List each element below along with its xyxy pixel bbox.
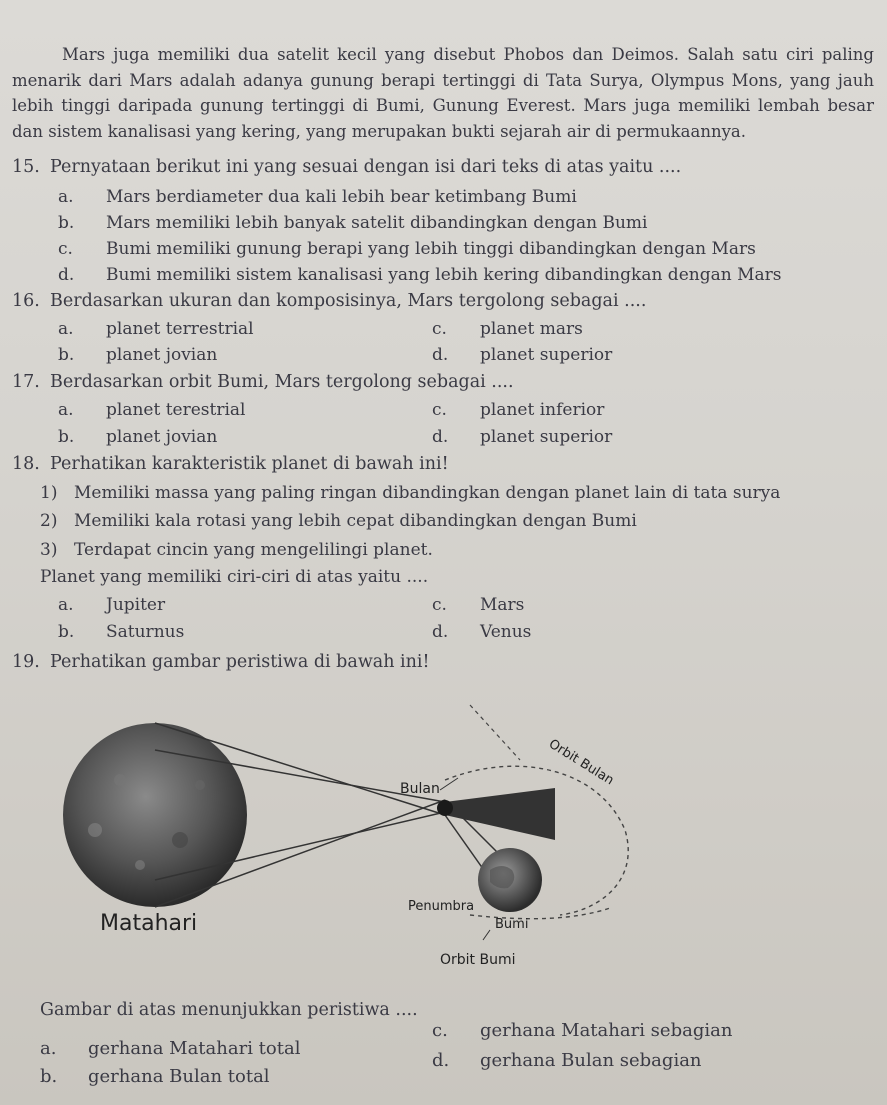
moon-icon <box>437 800 453 816</box>
option-17d[interactable] <box>432 427 612 447</box>
question-16 <box>12 291 646 311</box>
penumbra-label: Penumbra <box>408 899 475 914</box>
question-prompt: Planet yang memiliki ciri-ciri di atas yaitu .... <box>40 567 429 587</box>
earth-orbit-label: Orbit Bumi <box>440 952 516 968</box>
item-number: 2) <box>40 511 58 531</box>
option-letter: d. <box>432 622 449 642</box>
option-19d[interactable] <box>432 1050 702 1071</box>
option-18b[interactable] <box>58 622 184 642</box>
option-text: planet superior <box>480 345 613 365</box>
question-number: 19. <box>12 652 40 672</box>
option-text: Mars berdiameter dua kali lebih bear ketimbang Bumi <box>106 187 577 207</box>
option-18c[interactable] <box>432 595 524 615</box>
option-letter: a. <box>58 400 74 420</box>
option-letter: d. <box>432 345 449 365</box>
option-text: planet jovian <box>106 345 218 365</box>
option-18a[interactable] <box>58 595 165 615</box>
option-text: Bumi memiliki sistem kanalisasi yang lebih kering dibandingkan dengan Mars <box>106 265 782 285</box>
option-letter: a. <box>40 1038 57 1059</box>
option-16c[interactable] <box>432 319 583 339</box>
option-letter: d. <box>432 427 449 447</box>
orbit-guide-line <box>470 705 520 760</box>
item-text: Terdapat cincin yang mengelilingi planet. <box>74 540 433 560</box>
question-number: 15. <box>12 157 40 177</box>
option-18d[interactable] <box>432 622 531 642</box>
moon-label: Bulan <box>400 781 440 797</box>
option-letter: b. <box>58 427 75 447</box>
intro-paragraph <box>12 42 874 144</box>
option-letter: c. <box>432 400 447 420</box>
intro-text: Mars juga memiliki dua satelit kecil yang disebut Phobos dan Deimos. Salah satu ciri paling menarik dari Mars adalah adanya gunung berapi tertinggi di Tata Surya, Olympus Mons, yang jauh lebih tinggi daripada gunung tertinggi di Bumi, Gunung Everest. Mars juga memiliki lembah besar dan sistem kanalisasi yang kering, yang merupakan bukti sejarah air di permukaannya. <box>12 45 874 141</box>
moon-orbit-label: Orbit Bulan <box>545 736 617 789</box>
sun-label: Matahari <box>100 911 198 936</box>
option-15c[interactable] <box>58 239 756 259</box>
question-text: Berdasarkan orbit Bumi, Mars tergolong sebagai .... <box>50 372 514 392</box>
characteristic-1 <box>40 483 780 503</box>
option-16b[interactable] <box>58 345 217 365</box>
question-text: Pernyataan berikut ini yang sesuai dengan isi dari teks di atas yaitu .... <box>50 157 682 177</box>
question-text: Berdasarkan ukuran dan komposisinya, Mars tergolong sebagai .... <box>50 291 647 311</box>
question-number: 16. <box>12 291 40 311</box>
characteristic-2 <box>40 511 637 531</box>
option-letter: a. <box>58 187 74 207</box>
umbra-shadow <box>445 788 555 840</box>
option-text: gerhana Matahari total <box>88 1038 301 1059</box>
option-19a[interactable] <box>40 1038 300 1059</box>
option-text: planet mars <box>480 319 583 339</box>
earth-label-pointer <box>483 930 490 940</box>
option-letter: d. <box>58 265 75 285</box>
option-letter: b. <box>58 345 75 365</box>
option-19c[interactable] <box>432 1020 732 1041</box>
option-text: Jupiter <box>106 595 166 615</box>
option-letter: a. <box>58 319 74 339</box>
option-letter: c. <box>432 595 447 615</box>
question-text: Perhatikan gambar peristiwa di bawah ini! <box>50 652 430 672</box>
option-letter: b. <box>40 1066 58 1087</box>
option-text: planet jovian <box>106 427 218 447</box>
item-text: Memiliki kala rotasi yang lebih cepat dibandingkan dengan Bumi <box>74 511 637 531</box>
option-15a[interactable] <box>58 187 577 207</box>
earth-label: Bumi <box>495 917 529 932</box>
earth-icon <box>478 848 542 912</box>
characteristic-3 <box>40 540 433 560</box>
option-17c[interactable] <box>432 400 604 420</box>
item-text: Memiliki massa yang paling ringan dibandingkan dengan planet lain di tata surya <box>74 483 781 503</box>
option-letter: c. <box>432 319 447 339</box>
option-16a[interactable] <box>58 319 254 339</box>
item-number: 1) <box>40 483 58 503</box>
option-text: planet superior <box>480 427 613 447</box>
option-text: Mars memiliki lebih banyak satelit dibandingkan dengan Bumi <box>106 213 648 233</box>
option-16d[interactable] <box>432 345 612 365</box>
question-19 <box>12 652 430 672</box>
option-19b[interactable] <box>40 1066 270 1087</box>
earth-orbit-path <box>470 908 610 919</box>
option-letter: a. <box>58 595 74 615</box>
option-text: Saturnus <box>106 622 185 642</box>
option-text: Venus <box>480 622 532 642</box>
question-text: Perhatikan karakteristik planet di bawah ini! <box>50 454 449 474</box>
option-text: planet terestrial <box>106 400 246 420</box>
option-letter: d. <box>432 1050 450 1071</box>
question-19-prompt: Gambar di atas menunjukkan peristiwa .... <box>40 1000 418 1020</box>
option-text: gerhana Bulan sebagian <box>480 1050 702 1071</box>
option-text: gerhana Bulan total <box>88 1066 270 1087</box>
question-number: 18. <box>12 454 40 474</box>
moon-label-pointer <box>440 778 458 790</box>
option-letter: b. <box>58 213 75 233</box>
option-letter: b. <box>58 622 75 642</box>
option-letter: c. <box>58 239 73 259</box>
question-17 <box>12 372 514 392</box>
option-15d[interactable] <box>58 265 781 285</box>
question-number: 17. <box>12 372 40 392</box>
option-17a[interactable] <box>58 400 245 420</box>
option-15b[interactable] <box>58 213 647 233</box>
option-text: gerhana Matahari sebagian <box>480 1020 733 1041</box>
option-text: Bumi memiliki gunung berapi yang lebih tinggi dibandingkan dengan Mars <box>106 239 756 259</box>
option-text: Mars <box>480 595 525 615</box>
item-number: 3) <box>40 540 58 560</box>
option-text: planet terrestrial <box>106 319 254 339</box>
question-18 <box>12 454 449 474</box>
option-text: planet inferior <box>480 400 605 420</box>
option-letter: c. <box>432 1020 448 1041</box>
question-15 <box>12 157 681 177</box>
eclipse-diagram <box>0 690 887 1000</box>
option-17b[interactable] <box>58 427 217 447</box>
